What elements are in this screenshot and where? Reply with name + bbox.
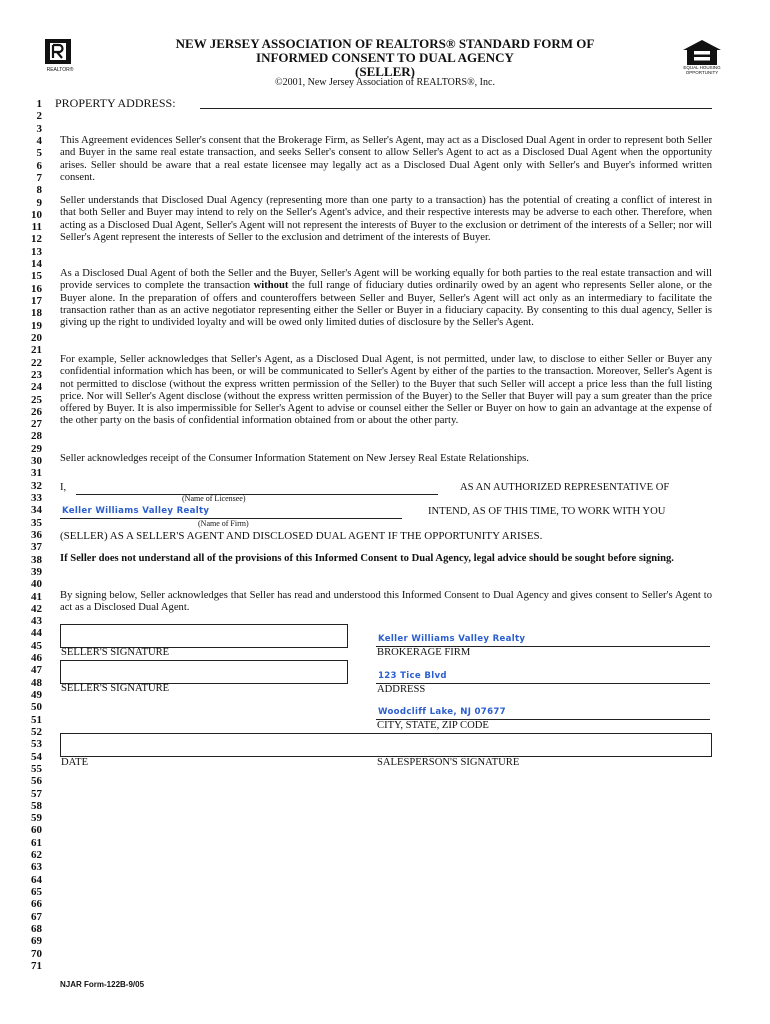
seller-signature-box-2[interactable] — [60, 660, 348, 684]
line-number: 21 — [31, 344, 42, 357]
line-numbers — [22, 98, 42, 972]
property-address-label: PROPERTY ADDRESS: — [55, 96, 176, 110]
line-number: 41 — [31, 590, 42, 603]
city-state-zip-label: CITY, STATE, ZIP CODE — [377, 720, 489, 731]
brokerage-firm-label: BROKERAGE FIRM — [377, 647, 471, 658]
line-number: 30 — [31, 455, 42, 468]
line-number: 27 — [31, 418, 42, 431]
p3-text-b: the full range of fiduciary duties ordinarily owed by an agent who represents Seller alone, or the Buyer alone. In the preparation of offers and counteroffers between Seller and Buyer, Seller's Agent will act only as an intermediary to facilitate the transaction rather than as an active negotiator representing either the Seller or Buyer in a fiduciary capacity. By consenting to this dual agency, Seller is giving up the right to undivided loyalty and will be owed only limited duties of disclosure by the Seller's Agent. — [60, 280, 712, 329]
realtor-logo-caption: REALTOR® — [46, 67, 74, 73]
line-number: 8 — [36, 184, 42, 197]
paragraph-example: For example, Seller acknowledges that Seller's Agent, as a Disclosed Dual Agent, is not permitted, under law, to disclose to either Seller or Buyer any confidential information which has been, or will be communicated to Seller's Agent by either of the parties to the transaction. Moreover, Seller's Agent is not permitted to disclose (without the express written permission of the Seller) to the Buyer that such Seller will accept a price less than the full listing price. Nor will Seller's Agent disclose (without the express written permission of the Buyer) to the Seller that Buyer will pay a sum greater than the price offered by Buyer. It is also impermissible for Seller's Agent to advise or counsel either the Seller or Buyer on how to gain an advantage at the expense of the other party on the basis of confidential information obtained from or about the other party. — [60, 354, 712, 427]
paragraph-signing: By signing below, Seller acknowledges that Seller has read and understood this Informed Consent to Dual Agency and gives consent to Seller's Agent to act as a Disclosed Dual Agent. — [60, 590, 712, 614]
line-number: 55 — [31, 762, 42, 775]
line-number: 16 — [31, 282, 42, 295]
legal-advice-bold: If Seller does not understand all of the provisions of this Informed Consent to Dual Agency, legal advice should be sought before signing. — [60, 553, 674, 564]
line-number: 44 — [31, 627, 42, 640]
intend-to-work-text: INTEND, AS OF THIS TIME, TO WORK WITH YOU — [428, 506, 666, 517]
title-line-2: INFORMED CONSENT TO DUAL AGENCY — [256, 50, 514, 65]
line-number: 65 — [31, 886, 42, 898]
date-label: DATE — [61, 757, 89, 768]
licensee-name-field[interactable] — [76, 482, 438, 495]
line-number: 51 — [31, 713, 42, 726]
seller-agent-text: (SELLER) AS A SELLER'S AGENT AND DISCLOSED DUAL AGENT IF THE OPPORTUNITY ARISES. — [60, 530, 543, 542]
line-number: 58 — [31, 799, 42, 812]
line-number: 13 — [31, 245, 42, 258]
line-number: 48 — [31, 676, 42, 689]
line-number: 66 — [31, 898, 42, 911]
line-number: 26 — [31, 405, 42, 418]
line-number: 34 — [31, 504, 42, 517]
line-number: 22 — [31, 356, 42, 369]
form-id-footer: NJAR Form-122B-9/05 — [60, 980, 145, 989]
brokerage-firm-value[interactable]: Keller Williams Valley Realty — [378, 634, 526, 644]
address-line — [376, 683, 710, 684]
line-number: 70 — [31, 947, 42, 960]
form-title — [120, 37, 650, 79]
line-number: 64 — [31, 873, 42, 886]
p3-text-a: As a Disclosed Dual Agent of both the Seller and the Buyer, Seller's Agent will be working equally for both parties to the real estate transaction and will provide services to complete the transaction — [60, 268, 712, 292]
line-number: 29 — [31, 442, 42, 455]
line-number: 6 — [36, 159, 42, 172]
date-salesperson-box[interactable] — [60, 733, 712, 757]
paragraph-consent: This Agreement evidences Seller's consent that the Brokerage Firm, as Seller's Agent, may act as a Disclosed Dual Agent in order to represent both Seller and Buyer in the same real estate transaction, and seeks Seller's consent to allow Seller's Agent to act as a Disclosed Dual Agent when the opportunity arises. Seller should be aware that a real estate licensee may legally act as a Disclosed Dual Agent only with Seller's and Buyer's informed written consent. — [60, 135, 712, 183]
legal-advice-warning — [60, 553, 712, 565]
line-number: 42 — [31, 602, 42, 615]
line-number: 31 — [31, 467, 42, 480]
line-number: 49 — [31, 689, 42, 701]
line-number: 5 — [36, 147, 42, 160]
line-number: 33 — [31, 492, 42, 504]
line-number: 63 — [31, 861, 42, 874]
salesperson-signature-label: SALESPERSON'S SIGNATURE — [377, 757, 520, 768]
line-number: 19 — [31, 319, 42, 332]
equal-housing-icon — [677, 38, 727, 68]
address-label: ADDRESS — [377, 684, 426, 695]
line-number: 1 — [36, 98, 42, 110]
address-value[interactable]: 123 Tice Blvd — [378, 671, 447, 681]
line-number: 28 — [31, 430, 42, 443]
property-address-field[interactable] — [200, 96, 712, 109]
seller-signature-box-1[interactable] — [60, 624, 348, 648]
line-number: 45 — [31, 639, 42, 652]
line-number: 38 — [31, 553, 42, 566]
line-number: 18 — [31, 307, 42, 320]
line-number: 14 — [31, 258, 42, 271]
line-number: 50 — [31, 701, 42, 714]
title-line-3: (SELLER) — [355, 64, 415, 79]
line-number: 7 — [36, 171, 42, 184]
line-number: 60 — [31, 824, 42, 837]
line-number: 69 — [31, 935, 42, 948]
seller-signature-label-2: SELLER'S SIGNATURE — [61, 683, 170, 694]
equal-housing-caption: EQUAL HOUSING OPPORTUNITY — [683, 65, 721, 75]
line-number: 46 — [31, 652, 42, 665]
equal-housing-logo — [677, 38, 727, 76]
line-number: 2 — [36, 110, 42, 123]
firm-name-value[interactable]: Keller Williams Valley Realty — [62, 506, 210, 516]
licensee-i-label: I, — [60, 482, 67, 493]
line-number: 40 — [31, 578, 42, 591]
line-number: 53 — [31, 738, 42, 751]
line-number: 11 — [31, 221, 42, 234]
line-number: 4 — [36, 134, 42, 147]
paragraph-conflict: Seller understands that Disclosed Dual Agency (representing more than one party to a transaction) has the potential of creating a conflict of interest in that both Seller and Buyer may intend to rely on the Seller's Agent's advice, and their respective interests may be adverse to each other. Therefore, when acting as a Disclosed Dual Agent, Seller's Agent will not represent the interests of Buyer to the exclusion or detriment of the interests of a Seller; nor will Seller's Agent represent the interests of Seller to the exclusion and detriment of the interests of Buyer. — [60, 195, 712, 243]
line-number: 39 — [31, 565, 42, 578]
line-number: 62 — [31, 849, 42, 862]
authorized-representative-text: AS AN AUTHORIZED REPRESENTATIVE OF — [460, 482, 670, 493]
copyright-notice: ©2001, New Jersey Association of REALTORS®, Inc. — [275, 77, 495, 88]
line-number: 47 — [31, 664, 42, 677]
line-number: 68 — [31, 922, 42, 935]
line-number: 57 — [31, 787, 42, 800]
line-number: 59 — [31, 812, 42, 825]
line-number: 37 — [31, 541, 42, 554]
name-of-firm-caption: (Name of Firm) — [198, 519, 249, 528]
title-line-1: NEW JERSEY ASSOCIATION OF REALTORS® STANDARD FORM OF — [175, 36, 595, 51]
line-number: 35 — [31, 516, 42, 529]
line-number: 9 — [36, 196, 42, 209]
line-number: 23 — [31, 368, 42, 381]
line-number: 61 — [31, 836, 42, 849]
line-number: 56 — [31, 775, 42, 788]
p3-bold-without: without — [253, 280, 289, 292]
line-number: 25 — [31, 393, 42, 406]
seller-signature-label-1: SELLER'S SIGNATURE — [61, 647, 170, 658]
line-number: 43 — [31, 615, 42, 628]
line-number: 71 — [31, 959, 42, 972]
line-number: 54 — [31, 750, 42, 763]
line-number: 36 — [31, 528, 42, 541]
line-number: 20 — [31, 331, 42, 344]
line-number: 10 — [31, 208, 42, 221]
paragraph-acknowledge-receipt: Seller acknowledges receipt of the Consumer Information Statement on New Jersey Real Estate Relationships. — [60, 453, 529, 464]
line-number: 12 — [31, 233, 42, 246]
line-number: 32 — [31, 479, 42, 492]
line-number: 17 — [31, 295, 42, 307]
line-number: 3 — [36, 122, 42, 135]
line-number: 52 — [31, 725, 42, 738]
name-of-licensee-caption: (Name of Licensee) — [182, 494, 246, 503]
line-number: 24 — [31, 381, 42, 394]
paragraph-dual-agent — [60, 268, 712, 329]
line-number: 67 — [31, 910, 42, 923]
realtor-logo — [42, 38, 78, 76]
line-number: 15 — [31, 270, 42, 283]
city-state-zip-value[interactable]: Woodcliff Lake, NJ 07677 — [378, 707, 506, 717]
